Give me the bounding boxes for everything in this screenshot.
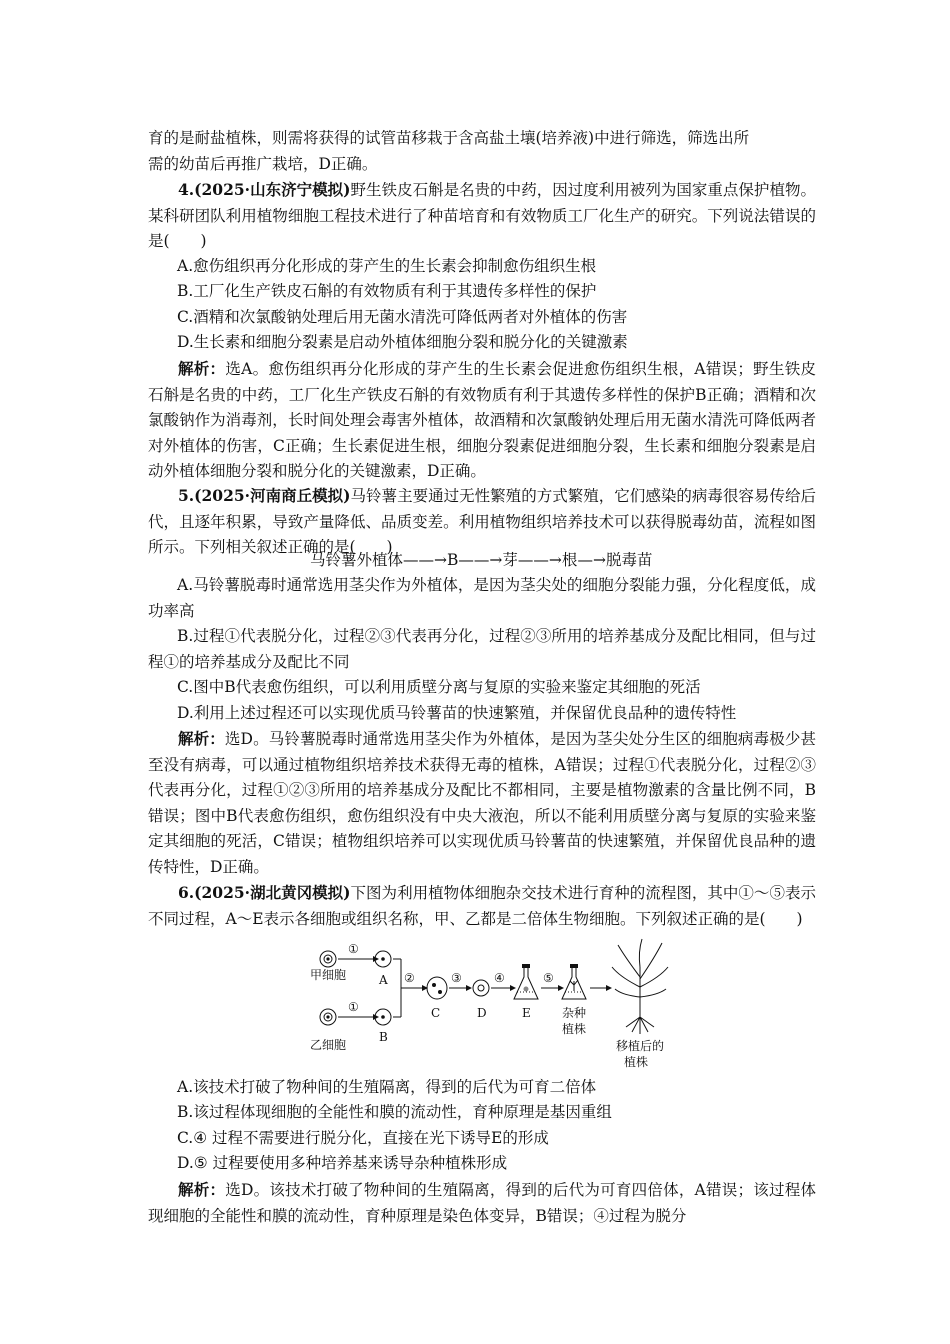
fused-cell-c-icon: [427, 977, 447, 999]
question-6-source: 6.(2025·湖北黄冈模拟): [178, 883, 351, 902]
flow-step-seedling: 脱毒苗: [605, 551, 653, 569]
step-3: ③: [451, 971, 462, 985]
question-6-analysis: [148, 1177, 816, 1229]
question-5-option-b: B.过程①代表脱分化，过程②③代表再分化，过程②③所用的培养基成分及配比相同，但与过程①的培养基成分及配比不同: [148, 627, 816, 671]
hybrid-cell-d-icon: [473, 980, 489, 996]
flow-step-root: 根: [561, 551, 578, 569]
label-hybrid-2: 植株: [562, 1022, 587, 1036]
analysis-label: 解析：: [178, 1180, 226, 1199]
question-6: [148, 880, 816, 932]
question-6-option-d: D.⑤ 过程要使用多种培养基来诱导杂种植株形成: [177, 1154, 508, 1172]
analysis-text: 选D。该技术打破了物种间的生殖隔离，得到的后代为可育四倍体，A错误；该过程体现细胞的全能性和膜的流动性，育种原理是染色体变异，B错误；④过程为脱分: [148, 1181, 816, 1225]
label-d: D: [477, 1006, 487, 1020]
question-4-option-c: C.酒精和次氯酸钠处理后用无菌水清洗可降低两者对外植体的伤害: [177, 308, 628, 326]
flow-step-b: B: [447, 551, 459, 569]
question-5-option-a: A.马铃薯脱毒时通常选用茎尖作为外植体，是因为茎尖处的细胞分裂能力强，分化程度低，成功率高: [148, 576, 816, 620]
analysis-label: 解析：: [178, 729, 225, 748]
question-4-stem: 野生铁皮石斛是名贵的中药，因过度利用被列为国家重点保护植物。某科研团队利用植物细胞工程技术进行了种苗培育和有效物质工厂化生产的研究。下列说法错误的是( ): [148, 181, 816, 251]
label-jia-cell: 甲细胞: [310, 968, 347, 982]
flow-arrow-icon: ——→: [403, 551, 448, 569]
question-5-option-c: C.图中B代表愈伤组织，可以利用质壁分离与复原的实验来鉴定其细胞的死活: [177, 678, 701, 696]
question-6-option-c: C.④ 过程不需要进行脱分化，直接在光下诱导E的形成: [177, 1129, 549, 1147]
question-6-option-a: A.该技术打破了物种间的生殖隔离，得到的后代为可育二倍体: [177, 1078, 597, 1096]
flow-step-explant: 马铃薯外植体: [310, 551, 404, 569]
label-b: B: [379, 1030, 388, 1044]
somatic-hybridization-diagram: [300, 937, 680, 1072]
flask-e-icon: [514, 967, 538, 999]
flow-arrow-icon: ——→: [458, 551, 503, 569]
question-6-option-b: B.该过程体现细胞的全能性和膜的流动性，育种原理是基因重组: [177, 1103, 612, 1121]
flow-arrow-icon: —→: [577, 551, 606, 569]
question-5-analysis: [148, 726, 816, 881]
question-4-analysis: [148, 356, 816, 485]
label-transplanted-1: 移植后的: [616, 1039, 665, 1053]
question-6-stem: 下图为利用植物体细胞杂交技术进行育种的流程图，其中①～⑤表示不同过程，A～E表示各细胞或组织名称，甲、乙都是二倍体生物细胞。下列叙述正确的是( ): [148, 884, 816, 928]
step-1-upper: ①: [348, 942, 359, 956]
process-flow: [310, 548, 652, 573]
question-5-source: 5.(2025·河南商丘模拟): [178, 486, 351, 505]
flow-arrow-icon: ——→: [517, 551, 562, 569]
analysis-text: 选A。愈伤组织再分化形成的芽产生的生长素会促进愈伤组织生根，A错误；野生铁皮石斛是名贵的中药，工厂化生产铁皮石斛的有效物质有利于其遗传多样性的保护B正确；酒精和次氯酸钠作为消毒剂，长时间处理会毒害外植体，故酒精和次氯酸钠处理后用无菌水清洗可降低两者对外植体的伤害，C正确；生长素促进生根，细胞分裂素促进细胞分裂，生长素和细胞分裂素是启动外植体细胞分裂和脱分化的关键激素，D正确。: [148, 360, 816, 481]
step-4: ④: [494, 971, 505, 985]
question-5-option-d: D.利用上述过程还可以实现优质马铃薯苗的快速繁殖，并保留优良品种的遗传特性: [177, 704, 737, 722]
step-5: ⑤: [543, 971, 554, 985]
flow-step-bud: 芽: [502, 551, 518, 569]
question-4-option-b: B.工厂化生产铁皮石斛的有效物质有利于其遗传多样性的保护: [177, 282, 597, 300]
label-hybrid-1: 杂种: [562, 1006, 587, 1020]
label-transplanted-2: 植株: [624, 1055, 649, 1069]
transplanted-plant-icon: [612, 939, 668, 1034]
step-1-lower: ①: [348, 1000, 359, 1014]
question-4-option-d: D.生长素和细胞分裂素是启动外植体细胞分裂和脱分化的关键激素: [177, 333, 628, 351]
analysis-label: 解析：: [178, 359, 226, 378]
label-a: A: [379, 973, 388, 987]
label-yi-cell: 乙细胞: [310, 1038, 347, 1052]
question-4: [148, 177, 816, 255]
analysis-text: 选D。马铃薯脱毒时通常选用茎尖作为外植体，是因为茎尖处分生区的细胞病毒极少甚至没有病毒，可以通过植物组织培养技术获得无毒的植株，A错误；过程①代表脱分化，过程②③代表再分化，过程①②③所用的培养基成分及配比不都相同，主要是植物激素的含量比例不同，B错误；图中B代表愈伤组织，愈伤组织没有中央大液泡，所以不能利用质壁分离与复原的实验来鉴定其细胞的死活，C错误；植物组织培养可以实现优质马铃薯苗的快速繁殖，并保留优良品种的遗传特性，D正确。: [148, 730, 816, 876]
label-e: E: [522, 1006, 531, 1020]
intro-line-2: 需的幼苗后再推广栽培，D正确。: [148, 155, 378, 173]
label-c: C: [431, 1006, 441, 1020]
intro-line-1: 育的是耐盐植株，则需将获得的试管苗移栽于含高盐土壤(培养液)中进行筛选，筛选出所: [148, 129, 750, 147]
question-5-stem: 马铃薯主要通过无性繁殖的方式繁殖，它们感染的病毒很容易传给后代，且逐年积累，导致产量降低、品质变差。利用植物组织培养技术可以获得脱毒幼苗，流程如图所示。下列相关叙述正确的是( ): [148, 487, 816, 557]
question-4-source: 4.(2025·山东济宁模拟): [178, 180, 351, 199]
question-4-option-a: A.愈伤组织再分化形成的芽产生的生长素会抑制愈伤组织生根: [177, 257, 597, 275]
step-2: ②: [404, 971, 415, 985]
